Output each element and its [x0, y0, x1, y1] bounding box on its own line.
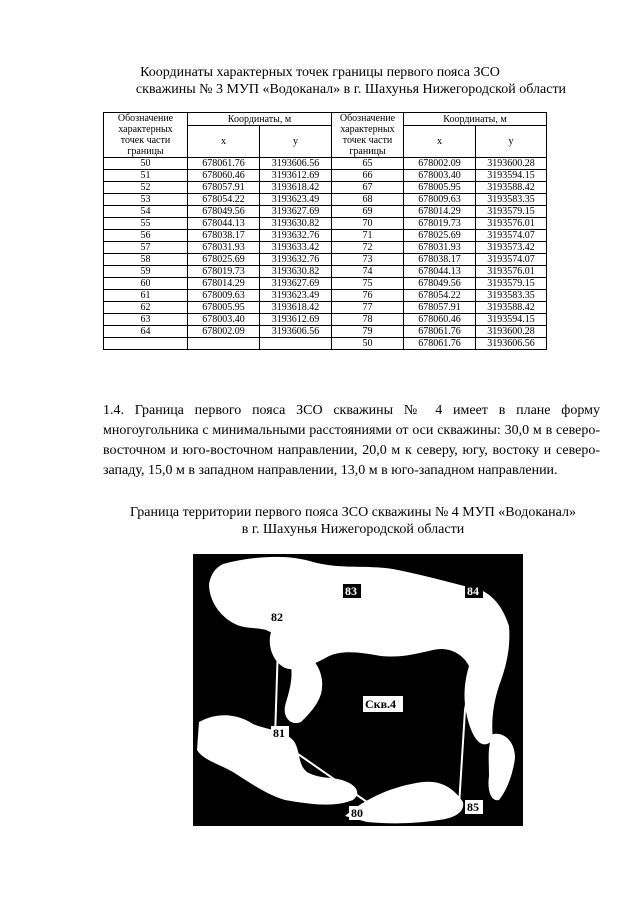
table-cell-p2: 67 [332, 182, 404, 194]
table-cell-y1: 3193632.76 [260, 254, 332, 266]
table-cell-x2: 678009.63 [404, 194, 476, 206]
table-cell-p2: 65 [332, 158, 404, 170]
table-cell-y2: 3193583.35 [476, 290, 547, 302]
table-cell-y1: 3193618.42 [260, 302, 332, 314]
table-cell-y1: 3193630.82 [260, 218, 332, 230]
table-cell-x1: 678054.22 [188, 194, 260, 206]
table-cell-p1: 60 [104, 278, 188, 290]
map-title-line2: в г. Шахунья Нижегородской области [241, 522, 465, 537]
table-cell-p2: 75 [332, 278, 404, 290]
table-cell-p1: 52 [104, 182, 188, 194]
point-label-80: 80 [351, 806, 363, 820]
table-cell-p1: 59 [104, 266, 188, 278]
table-cell-x2: 678061.76 [404, 338, 476, 350]
table-cell-p1: 55 [104, 218, 188, 230]
table-cell-p2: 77 [332, 302, 404, 314]
header-point-col-left: Обозначение характерных точек части границы [104, 113, 188, 158]
table-cell-p2: 76 [332, 290, 404, 302]
table-cell-x1: 678002.09 [188, 326, 260, 338]
table-cell-p2: 69 [332, 206, 404, 218]
table-row [104, 314, 547, 326]
description-paragraph: 1.4. Граница первого пояса ЗСО скважины № 4 имеет в плане форму многоугольника с минимальными расстояниями от оси скважины: 30,0 м в северо-восточном и юго-восточном направлении, 20,0 м к северу, югу, востоку и северо-западу, 15,0 м в западном направлении, 13,0 м в юго-западном направлении. [103, 403, 600, 478]
point-label-85: 85 [467, 800, 479, 814]
point-label-82: 82 [271, 610, 283, 624]
table-cell-p2: 72 [332, 242, 404, 254]
table-cell-x2: 678019.73 [404, 218, 476, 230]
table-cell-x1: 678003.40 [188, 314, 260, 326]
table-cell-x2: 678044.13 [404, 266, 476, 278]
point-label-84: 84 [467, 584, 479, 598]
table-cell-x1: 678019.73 [188, 266, 260, 278]
table-cell-p1: 64 [104, 326, 188, 338]
table-cell-x1: 678005.95 [188, 302, 260, 314]
table-cell-y1: 3193618.42 [260, 182, 332, 194]
table-title [0, 64, 640, 98]
table-cell-x2: 678002.09 [404, 158, 476, 170]
table-cell-p1: 62 [104, 302, 188, 314]
header-x-right: x [404, 126, 476, 158]
table-row [104, 182, 547, 194]
table-cell-x1: 678014.29 [188, 278, 260, 290]
coordinates-table [103, 112, 547, 350]
map-title [103, 504, 603, 538]
table-cell-y2: 3193583.35 [476, 194, 547, 206]
table-cell-x2: 678025.69 [404, 230, 476, 242]
table-cell-x2: 678060.46 [404, 314, 476, 326]
header-y-right: y [476, 126, 547, 158]
table-cell-p1: 61 [104, 290, 188, 302]
table-cell-x2: 678031.93 [404, 242, 476, 254]
table-cell-y2: 3193579.15 [476, 278, 547, 290]
table-cell-p1: 56 [104, 230, 188, 242]
table-cell-x1: 678025.69 [188, 254, 260, 266]
table-cell-p1: 54 [104, 206, 188, 218]
table-cell-y2: 3193574.07 [476, 254, 547, 266]
table-cell-p1: 58 [104, 254, 188, 266]
header-coords-left: Координаты, м [188, 113, 332, 126]
table-cell-y2: 3193573.42 [476, 242, 547, 254]
table-cell-y1: 3193623.49 [260, 290, 332, 302]
table-cell-x2: 678014.29 [404, 206, 476, 218]
table-cell-p1: 63 [104, 314, 188, 326]
table-title-line2: скважины № 3 МУП «Водоканал» в г. Шахунья Нижегородской области [135, 82, 567, 97]
table-cell-y1: 3193633.42 [260, 242, 332, 254]
header-point-col-right: Обозначение характерных точек части границы [332, 113, 404, 158]
table-row [104, 218, 547, 230]
table-cell-x1 [188, 338, 260, 350]
table-cell-p2: 78 [332, 314, 404, 326]
table-cell-x2: 678003.40 [404, 170, 476, 182]
table-row [104, 170, 547, 182]
table-row [104, 158, 547, 170]
table-row [104, 206, 547, 218]
header-x-left: x [188, 126, 260, 158]
well-label: Скв.4 [365, 697, 397, 711]
table-cell-y1: 3193606.56 [260, 326, 332, 338]
table-row [104, 326, 547, 338]
table-row [104, 290, 547, 302]
table-cell-p2: 68 [332, 194, 404, 206]
table-cell-p2: 50 [332, 338, 404, 350]
table-cell-y1: 3193627.69 [260, 206, 332, 218]
header-coords-right: Координаты, м [404, 113, 547, 126]
table-title-line1: Координаты характерных точек границы первого пояса ЗСО [140, 65, 500, 80]
table-cell-y1: 3193627.69 [260, 278, 332, 290]
coordinates-table-body [104, 158, 547, 350]
table-cell-y2: 3193579.15 [476, 206, 547, 218]
table-cell-x1: 678038.17 [188, 230, 260, 242]
table-row [104, 254, 547, 266]
boundary-map [193, 554, 523, 826]
table-cell-y2: 3193574.07 [476, 230, 547, 242]
table-cell-y1: 3193623.49 [260, 194, 332, 206]
table-cell-p1 [104, 338, 188, 350]
table-row [104, 230, 547, 242]
table-cell-x2: 678049.56 [404, 278, 476, 290]
header-y-left: y [260, 126, 332, 158]
table-row [104, 266, 547, 278]
table-cell-x1: 678049.56 [188, 206, 260, 218]
table-cell-p2: 70 [332, 218, 404, 230]
table-cell-y2: 3193606.56 [476, 338, 547, 350]
table-row [104, 278, 547, 290]
table-cell-p1: 50 [104, 158, 188, 170]
table-cell-y1: 3193606.56 [260, 158, 332, 170]
table-cell-y1 [260, 338, 332, 350]
table-cell-x2: 678057.91 [404, 302, 476, 314]
table-row [104, 242, 547, 254]
table-cell-x2: 678038.17 [404, 254, 476, 266]
table-cell-p2: 79 [332, 326, 404, 338]
table-cell-y2: 3193594.15 [476, 314, 547, 326]
table-cell-y1: 3193612.69 [260, 170, 332, 182]
table-cell-x1: 678009.63 [188, 290, 260, 302]
table-cell-x2: 678061.76 [404, 326, 476, 338]
map-title-line1: Граница территории первого пояса ЗСО скважины № 4 МУП «Водоканал» [130, 505, 576, 520]
point-label-83: 83 [345, 584, 357, 598]
table-cell-x2: 678005.95 [404, 182, 476, 194]
table-cell-y1: 3193632.76 [260, 230, 332, 242]
table-cell-x1: 678044.13 [188, 218, 260, 230]
table-cell-p2: 71 [332, 230, 404, 242]
table-cell-p2: 66 [332, 170, 404, 182]
table-cell-y1: 3193612.69 [260, 314, 332, 326]
table-cell-x1: 678060.46 [188, 170, 260, 182]
point-label-81: 81 [273, 726, 285, 740]
table-cell-y2: 3193600.28 [476, 326, 547, 338]
table-cell-x1: 678057.91 [188, 182, 260, 194]
table-cell-x2: 678054.22 [404, 290, 476, 302]
table-cell-y2: 3193588.42 [476, 302, 547, 314]
table-cell-y2: 3193576.01 [476, 266, 547, 278]
table-cell-x1: 678061.76 [188, 158, 260, 170]
table-cell-p2: 73 [332, 254, 404, 266]
table-row [104, 194, 547, 206]
table-cell-p1: 53 [104, 194, 188, 206]
table-row [104, 302, 547, 314]
table-cell-y2: 3193594.15 [476, 170, 547, 182]
table-cell-y2: 3193600.28 [476, 158, 547, 170]
table-cell-p1: 57 [104, 242, 188, 254]
table-cell-y2: 3193588.42 [476, 182, 547, 194]
table-row [104, 338, 547, 350]
table-cell-x1: 678031.93 [188, 242, 260, 254]
table-cell-p1: 51 [104, 170, 188, 182]
table-cell-p2: 74 [332, 266, 404, 278]
table-cell-y1: 3193630.82 [260, 266, 332, 278]
table-cell-y2: 3193576.01 [476, 218, 547, 230]
